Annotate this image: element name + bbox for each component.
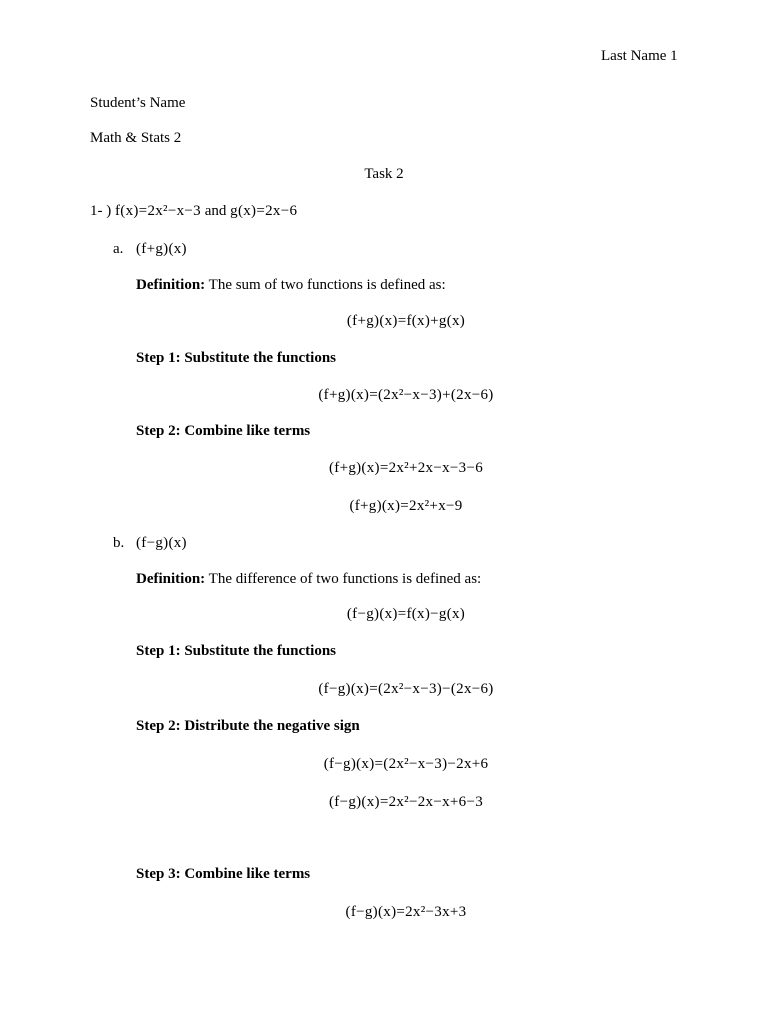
g-definition: g(x)=2x−6: [230, 203, 298, 219]
part-b-label: b.: [113, 535, 125, 551]
part-a-step1-formula: (f+g)(x)=(2x²−x−3)+(2x−6): [318, 387, 494, 403]
part-b-step2-formula-1: (f−g)(x)=(2x²−x−3)−2x+6: [323, 756, 489, 772]
part-b-definition-formula: (f−g)(x)=f(x)−g(x): [346, 606, 466, 622]
part-a-label: a.: [113, 241, 124, 257]
part-b-expression: (f−g)(x): [136, 535, 187, 551]
part-a-expression: (f+g)(x): [136, 241, 187, 257]
part-a-step1-heading: Step 1: Substitute the functions: [136, 350, 337, 366]
part-b-step1-formula: (f−g)(x)=(2x²−x−3)−(2x−6): [318, 681, 494, 697]
part-a-step2-formula-2: (f+g)(x)=2x²+x−9: [349, 498, 463, 514]
student-name: Student’s Name: [90, 95, 186, 111]
f-definition: f(x)=2x²−x−3: [115, 203, 201, 219]
part-a-step2-formula-1: (f+g)(x)=2x²+2x−x−3−6: [328, 460, 484, 476]
part-b-step2-heading: Step 2: Distribute the negative sign: [136, 718, 360, 734]
part-b-step3-formula: (f−g)(x)=2x²−3x+3: [345, 904, 467, 920]
definition-label: Definition:: [136, 571, 206, 587]
course-name: Math & Stats 2: [90, 130, 182, 146]
definition-label: Definition:: [136, 277, 206, 293]
problem-number: 1- ): [90, 203, 112, 219]
definition-text: The sum of two functions is defined as:: [205, 277, 446, 293]
definition-text: The difference of two functions is defined as:: [205, 571, 482, 587]
part-b-definition: [136, 570, 481, 588]
running-head: Last Name 1: [601, 48, 678, 64]
part-a-definition: [136, 276, 446, 294]
problem-joiner: and: [204, 203, 227, 219]
problem-statement: [90, 202, 297, 220]
part-a-definition-formula: (f+g)(x)=f(x)+g(x): [346, 313, 466, 329]
part-a-step2-heading: Step 2: Combine like terms: [136, 423, 311, 439]
page-title: Task 2: [364, 166, 404, 182]
part-b-step2-formula-2: (f−g)(x)=2x²−2x−x+6−3: [328, 794, 484, 810]
part-b-step3-heading: Step 3: Combine like terms: [136, 866, 311, 882]
part-b-step1-heading: Step 1: Substitute the functions: [136, 643, 337, 659]
